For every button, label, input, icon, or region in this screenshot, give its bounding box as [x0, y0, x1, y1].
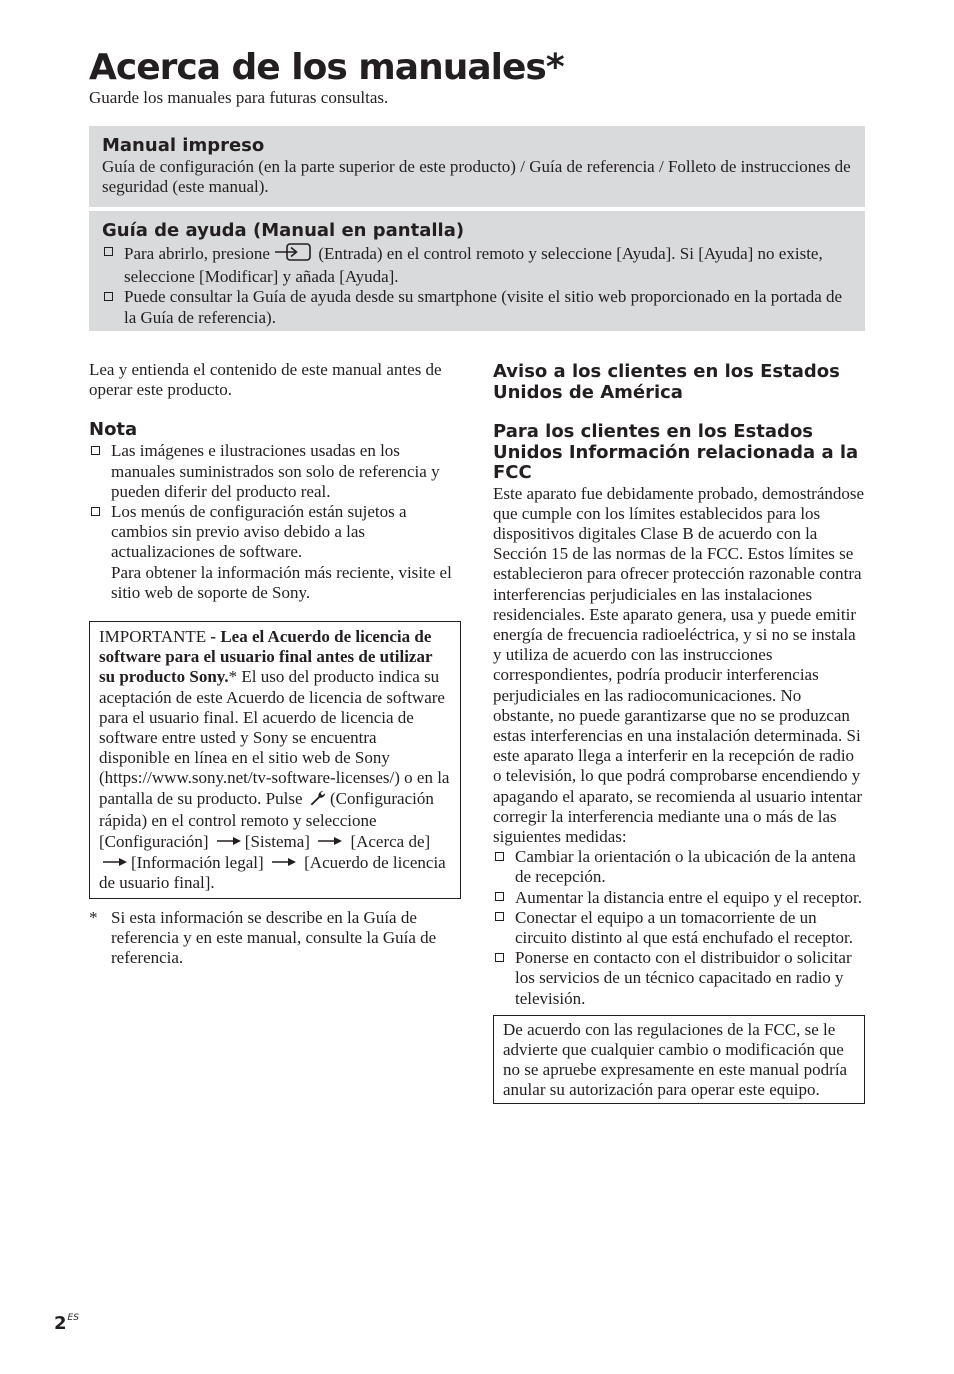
nota-item2: Los menús de configuración están sujetos a cambios sin previo aviso debido a las actualizaciones de software.	[111, 502, 407, 562]
fcc-warning-box: De acuerdo con las regulaciones de la FCC, se le advierte que cualquier cambio o modificación que no se apruebe expresamente en este manual podría anular su autorización para operar este equipo.	[493, 1015, 865, 1104]
checkbox-square-icon	[91, 507, 100, 516]
fcc-heading: Para los clientes en los Estados Unidos Información relacionada a la FCC	[493, 421, 859, 483]
footnote	[89, 908, 461, 969]
license-important: IMPORTANTE	[99, 627, 207, 647]
list-item	[89, 502, 461, 603]
fcc-text: Este aparato fue debidamente probado, demostrándose que cumple con los límites establecidos para los dispositivos digitales Clase B de acuerdo con la Sección 15 de las normas de la FCC. Estos límites se establecieron para ofrecer protección razonable contra interferencias perjudiciales en las instalaciones residenciales. Este aparato genera, usa y puede emitir energía de frecuencia radioeléctrica, y si no se instala y utiliza de acuerdo con las instrucciones correspondientes, podría producir interferencias perjudiciales en las radiocomunicaciones. No obstante, no puede garantizarse que no se produzcan estas interferencias en una instalación determinada. Si este aparato llega a interferir en la recepción de radio o televisión, lo que podrá comprobarse encendiendo y apagando el aparato, se recomienda al usuario intentar corregir la interferencia mediante una o más de las siguientes medidas:	[493, 483, 865, 846]
guia-ayuda-box	[89, 211, 865, 331]
footnote-text: Si esta información se describe en la Guía de referencia y en este manual, consulte la Guía de referencia.	[111, 907, 437, 968]
footnote-mark: *	[89, 907, 98, 927]
arrow-right-icon	[318, 831, 342, 851]
checkbox-square-icon	[495, 953, 504, 962]
license-dash: -	[206, 627, 221, 647]
intro-text: Lea y entienda el contenido de este manual antes de operar este producto.	[89, 360, 442, 400]
arrow-right-icon	[217, 831, 241, 851]
fcc-measures-list	[493, 847, 865, 1009]
guia-ayuda-item1-post: (Entrada) en el control remoto y seleccione [Ayuda]. Si [Ayuda] no existe, seleccione [Modificar] y añada [Ayuda].	[124, 244, 823, 287]
list-item	[102, 242, 852, 287]
list-item	[493, 908, 865, 948]
left-column	[89, 360, 461, 968]
license-bold-text: Lea el Acuerdo de licencia de software para el usuario final antes de utilizar su producto Sony.	[99, 627, 433, 687]
license-body-pre: * El uso del producto indica su aceptación de este Acuerdo de licencia de software para el usuario final. El acuerdo de licencia de software entre usted y Sony se encuentra disponible en línea en el sitio web de Sony (https://www.sony.net/tv-software-licenses/) o en la pantalla de su producto. Pulse	[99, 667, 450, 808]
arrow-right-icon	[103, 852, 127, 872]
wrench-icon	[309, 790, 326, 811]
license-box	[89, 621, 461, 899]
checkbox-square-icon	[495, 892, 504, 901]
aviso-heading: Aviso a los clientes en los Estados Unidos de América	[493, 361, 840, 403]
license-step-sistema: [Sistema]	[244, 832, 310, 852]
nota-heading: Nota	[89, 419, 138, 441]
checkbox-square-icon	[104, 292, 113, 301]
fcc-measure: Ponerse en contacto con el distribuidor o solicitar los servicios de un técnico capacitado en radio y televisión.	[515, 948, 852, 1008]
list-item	[102, 287, 852, 327]
input-icon	[274, 242, 312, 267]
right-column	[493, 362, 865, 1104]
nota-list	[89, 441, 461, 603]
license-body-mid: (Configuración rápida) en el control remoto y seleccione [Configuración]	[99, 788, 434, 852]
checkbox-square-icon	[495, 912, 504, 921]
guia-ayuda-item2: Puede consultar la Guía de ayuda desde su smartphone (visite el sitio web proporcionado en la portada de la Guía de referencia).	[124, 287, 843, 327]
fcc-measure: Cambiar la orientación o la ubicación de la antena de recepción.	[515, 847, 856, 887]
fcc-measure: Conectar el equipo a un tomacorriente de un circuito distinto al que está enchufado el receptor.	[515, 907, 853, 947]
guia-ayuda-heading: Guía de ayuda (Manual en pantalla)	[102, 220, 465, 241]
nota-item1: Las imágenes e ilustraciones usadas en los manuales suministrados son solo de referencia y pueden diferir del producto real.	[111, 441, 440, 501]
list-item	[493, 948, 865, 1009]
license-step-info: [Información legal]	[131, 853, 264, 873]
page-language: ES	[67, 1313, 79, 1323]
arrow-right-icon	[272, 852, 296, 872]
list-item	[493, 888, 865, 908]
list-item	[493, 847, 865, 887]
guia-ayuda-item1-pre: Para abrirlo, presione	[124, 244, 270, 263]
page-number-value: 2	[54, 1313, 67, 1334]
page-title: Acerca de los manuales*	[89, 47, 564, 88]
checkbox-square-icon	[91, 446, 100, 455]
fcc-measure: Aumentar la distancia entre el equipo y el receptor.	[515, 887, 862, 907]
license-step-acerca: [Acerca de]	[350, 832, 431, 852]
manual-impreso-heading: Manual impreso	[102, 135, 265, 156]
page-subtitle: Guarde los manuales para futuras consultas.	[89, 88, 389, 107]
license-step-acuerdo: [Acuerdo de licencia de usuario final].	[99, 853, 446, 893]
manual-impreso-box	[89, 126, 865, 207]
page-number	[54, 1306, 79, 1336]
guia-ayuda-list	[102, 242, 852, 328]
checkbox-square-icon	[104, 247, 113, 256]
checkbox-square-icon	[495, 852, 504, 861]
manual-impreso-text: Guía de configuración (en la parte superior de este producto) / Guía de referencia / Folleto de instrucciones de seguridad (este manual).	[102, 157, 851, 197]
list-item	[89, 441, 461, 502]
nota-item2-extra: Para obtener la información más reciente, visite el sitio web de soporte de Sony.	[111, 562, 452, 602]
